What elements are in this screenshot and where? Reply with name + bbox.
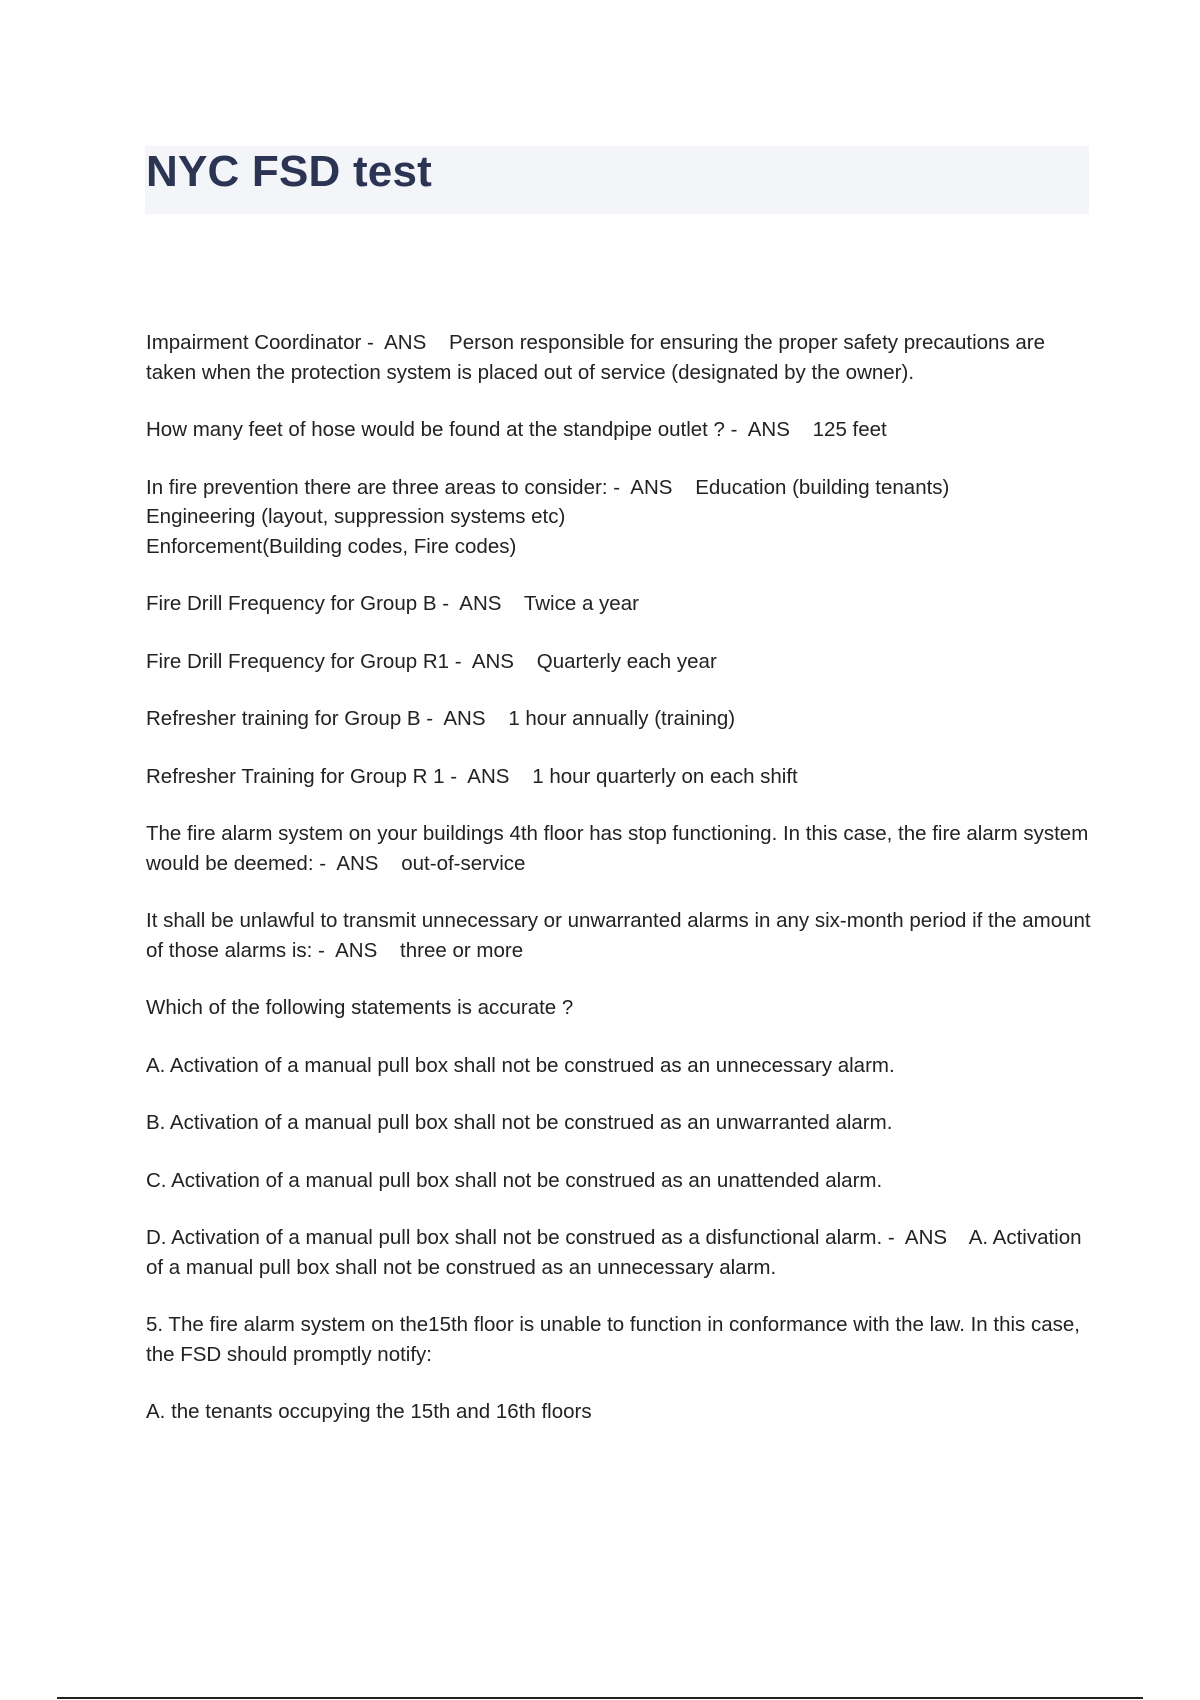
question-15th-floor: 5. The fire alarm system on the15th floor is unable to function in conformance with the law. In this case, the FSD should promptly notify: — [146, 1313, 1086, 1366]
option-d-with-answer: D. Activation of a manual pull box shall not be construed as a disfunctional alarm. - ANS A. Activation of a manual pull box shall not be construed as an unnecessary alarm. — [146, 1226, 1088, 1279]
question-accurate-statement: Which of the following statements is accurate ? — [146, 996, 574, 1019]
qa-drill-group-b: Fire Drill Frequency for Group B - ANS Twice a year — [146, 592, 639, 615]
option-a: A. Activation of a manual pull box shall not be construed as an unnecessary alarm. — [146, 1053, 895, 1077]
option-b: B. Activation of a manual pull box shall not be construed as an unwarranted alarm. — [146, 1111, 893, 1134]
document-body — [146, 328, 1096, 1455]
qa-impairment-coordinator: Impairment Coordinator - ANS Person responsible for ensuring the proper safety precautions are taken when the protection system is placed out of service (designated by the owner). — [146, 331, 1051, 384]
qa-standpipe-hose: How many feet of hose would be found at the standpipe outlet ? - ANS 125 feet — [146, 418, 887, 441]
qa-drill-group-r1: Fire Drill Frequency for Group R1 - ANS Quarterly each year — [146, 649, 717, 673]
page-title: NYC FSD test — [146, 147, 432, 196]
qa-refresher-group-b: Refresher training for Group B - ANS 1 hour annually (training) — [146, 707, 736, 730]
qa-refresher-group-r1: Refresher Training for Group R 1 - ANS 1 hour quarterly on each shift — [146, 764, 798, 788]
option-c: C. Activation of a manual pull box shall not be construed as an unattended alarm. — [146, 1168, 883, 1192]
option-a-tenants: A. the tenants occupying the 15th and 16th floors — [146, 1400, 592, 1423]
qa-out-of-service: The fire alarm system on your buildings 4th floor has stop functioning. In this case, the fire alarm system would be deemed: - ANS out-of-service — [146, 822, 1094, 875]
qa-unwarranted-alarms: It shall be unlawful to transmit unnecessary or unwarranted alarms in any six-month period if the amount of those alarms is: - ANS three or more — [146, 909, 1097, 962]
footer-divider — [57, 1697, 1143, 1699]
qa-fire-prevention-areas: In fire prevention there are three areas to consider: - ANS Education (building tenants) Engineering (layout, suppression systems etc) Enforcement(Building codes, Fire codes) — [146, 475, 950, 558]
